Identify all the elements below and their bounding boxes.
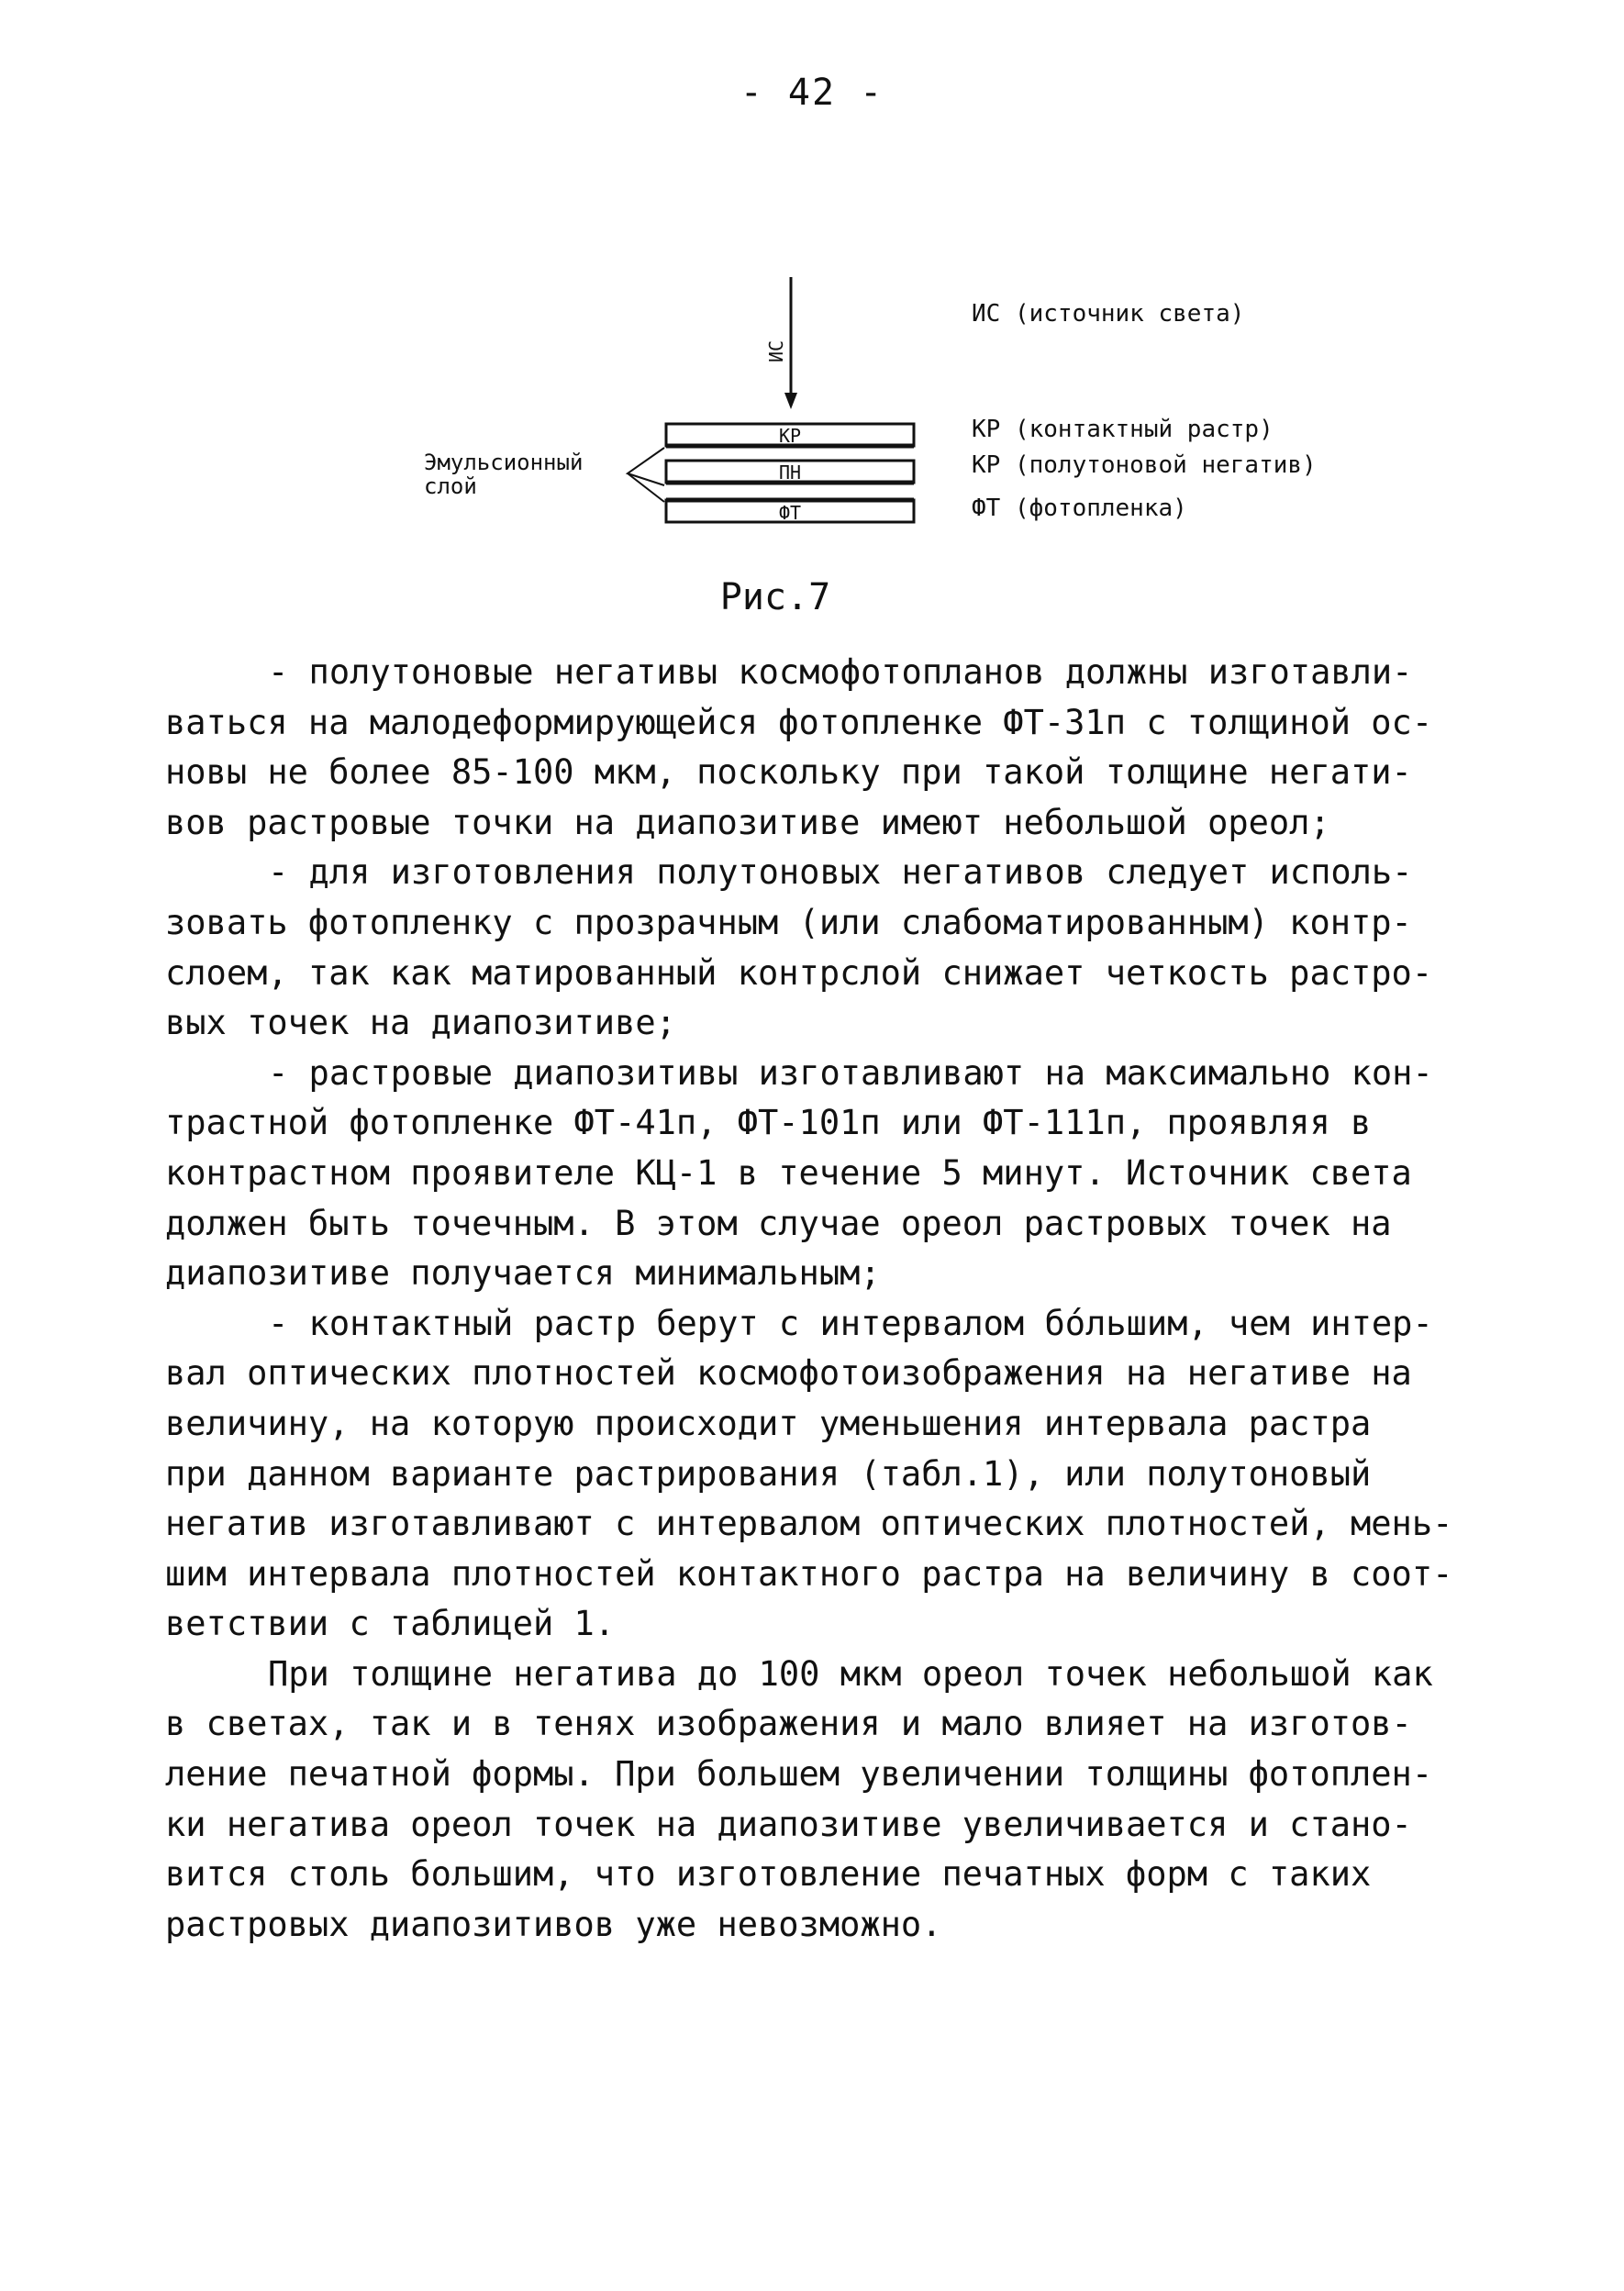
text-line: вится столь большим, что изготовление печатных форм с таких	[165, 1854, 1372, 1895]
paragraph	[165, 1049, 1505, 1299]
layer-ft-label: ФТ	[778, 502, 802, 524]
text-line: ветствии с таблицей 1.	[165, 1604, 616, 1644]
text-line: ваться на малодеформирующейся фотопленке ФТ-31п с толщиной ос-	[165, 702, 1433, 742]
text-line: трастной фотопленке ФТ-41п, ФТ-101п или ФТ-111п, проявляя в	[165, 1103, 1372, 1143]
layer-ft	[666, 500, 914, 524]
legend-item-kr: КР (контактный растр)	[972, 416, 1274, 443]
paragraph	[165, 848, 1505, 1048]
paragraph	[165, 648, 1505, 848]
layer-kr	[666, 424, 914, 447]
paragraph	[165, 1299, 1505, 1650]
arrow-label: ИС	[765, 339, 787, 362]
emulsion-label-line1: Эмульсионный	[424, 450, 584, 475]
figure-7-diagram	[0, 0, 1624, 642]
text-line: - растровые диапозитивы изготавливают на максимально кон-	[268, 1052, 1433, 1093]
body-text	[165, 648, 1505, 1950]
light-source-label: ИС (источник света)	[972, 300, 1245, 328]
emulsion-pointer	[628, 448, 664, 502]
text-line: вал оптических плотностей космофотоизображения на негативе на	[165, 1353, 1412, 1394]
text-line: должен быть точечным. В этом случае ореол растровых точек на	[165, 1203, 1392, 1243]
page-number: - 42 -	[740, 72, 884, 114]
legend-item-pn: КР (полутоновой негатив)	[972, 451, 1317, 479]
text-line: зовать фотопленку с прозрачным (или слабоматированным) контр-	[165, 902, 1412, 942]
paragraph	[165, 1650, 1505, 1951]
text-line: вов растровые точки на диапозитиве имеют небольшой ореол;	[165, 802, 1330, 842]
text-line: величину, на которую происходит уменьшения интервала растра	[165, 1403, 1372, 1443]
text-line: растровых диапозитивов уже невозможно.	[165, 1904, 942, 1944]
text-line: При толщине негатива до 100 мкм ореол точек небольшой как	[268, 1653, 1433, 1694]
layer-pn	[666, 461, 914, 484]
layer-kr-label: КР	[778, 425, 802, 447]
text-line: шим интервала плотностей контактного растра на величину в соот-	[165, 1553, 1453, 1594]
figure-caption: Рис.7	[719, 576, 831, 618]
text-line: новы не более 85-100 мкм, поскольку при такой толщине негати-	[165, 752, 1412, 793]
arrow-head-icon	[784, 393, 797, 409]
text-line: - контактный растр берут с интервалом бо́льшим, чем интер-	[268, 1303, 1433, 1343]
text-line: - полутоновые негативы космофотопланов должны изготавли-	[268, 652, 1413, 692]
text-line: контрастном проявителе КЦ-1 в течение 5 минут. Источник света	[165, 1152, 1412, 1193]
legend-item-ft: ФТ (фотопленка)	[972, 495, 1187, 522]
text-line: вых точек на диапозитиве;	[165, 1003, 676, 1043]
text-line: диапозитиве получается минимальным;	[165, 1253, 881, 1294]
text-line: - для изготовления полутоновых негативов следует исполь-	[268, 852, 1413, 893]
text-line: слоем, так как матированный контрслой снижает четкость растро-	[165, 952, 1433, 993]
emulsion-label-line2: слой	[424, 473, 477, 499]
text-line: в светах, так и в тенях изображения и мало влияет на изготов-	[165, 1704, 1412, 1744]
layer-pn-label: ПН	[778, 462, 802, 484]
text-line: ление печатной формы. При большем увеличении толщины фотоплен-	[165, 1754, 1433, 1795]
text-line: ки негатива ореол точек на диапозитиве увеличивается и стано-	[165, 1804, 1412, 1844]
text-line: негатив изготавливают с интервалом оптических плотностей, мень-	[165, 1504, 1453, 1544]
text-line: при данном варианте растрирования (табл.1), или полутоновый	[165, 1453, 1372, 1494]
